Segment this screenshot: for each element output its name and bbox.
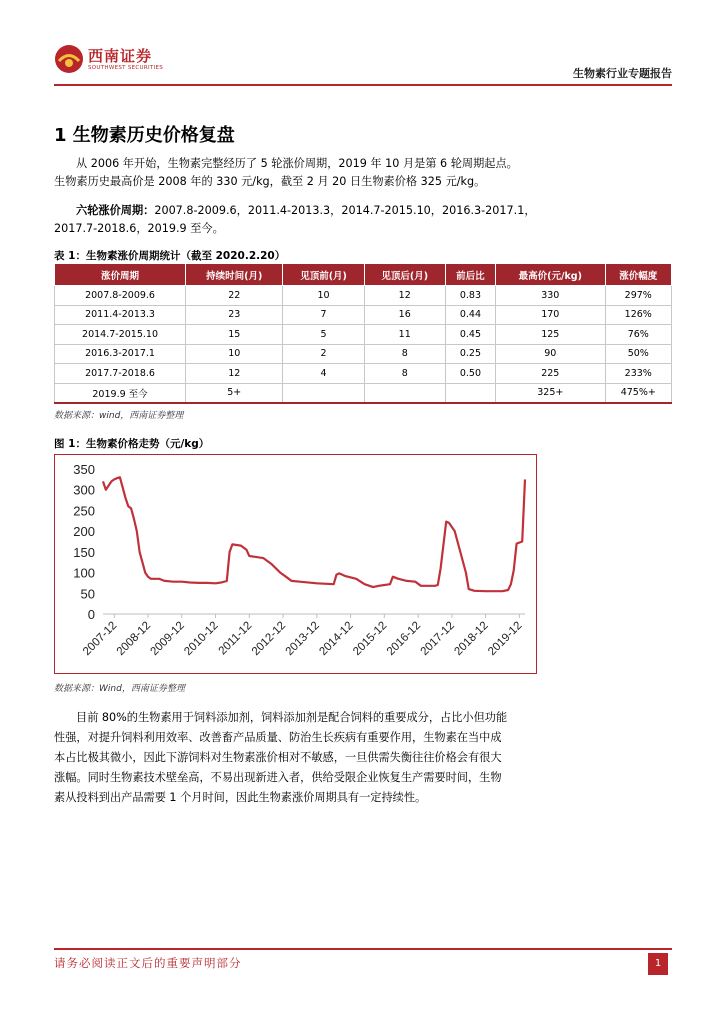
table-cell: 330 xyxy=(496,286,605,306)
table-cell: 325+ xyxy=(496,383,605,403)
table-cell: 90 xyxy=(496,344,605,364)
x-tick-label: 2007-12 xyxy=(81,619,120,658)
table-cell: 8 xyxy=(364,344,445,364)
intro-line-2: 生物素历史最高价是 2008 年的 330 元/kg，截至 2 月 20 日生物素价格 325 元/kg。 xyxy=(54,175,486,188)
table-cell: 125 xyxy=(496,325,605,345)
x-tick-label: 2018-12 xyxy=(452,619,491,658)
x-tick-label: 2015-12 xyxy=(351,619,390,658)
table-cell: 475%+ xyxy=(605,383,671,403)
x-tick-label: 2017-12 xyxy=(418,619,457,658)
conclusion-line-5: 素从投料到出产品需要 1 个月时间，因此生物素涨价周期具有一定持续性。 xyxy=(54,791,427,804)
table-cell: 170 xyxy=(496,305,605,325)
table-cell: 16 xyxy=(364,305,445,325)
section-title: 1 生物素历史价格复盘 xyxy=(54,125,235,146)
table-cell: 2019.9 至今 xyxy=(55,383,186,403)
table-row xyxy=(55,286,672,306)
table-cell: 76% xyxy=(605,325,671,345)
page-header xyxy=(54,44,672,84)
conclusion-paragraph xyxy=(54,708,674,808)
x-tick-label: 2013-12 xyxy=(283,619,322,658)
table-cell: 233% xyxy=(605,364,671,384)
y-tick-label: 200 xyxy=(73,524,95,540)
table-cell xyxy=(445,383,495,403)
y-tick-label: 300 xyxy=(73,482,95,498)
footer-divider xyxy=(54,948,672,950)
price-chart xyxy=(54,454,537,674)
intro-paragraph xyxy=(54,155,674,191)
figure-caption: 图 1：生物素价格走势（元/kg） xyxy=(54,438,210,450)
table-cell: 22 xyxy=(186,286,283,306)
table-cell xyxy=(283,383,364,403)
cycles-paragraph xyxy=(54,202,674,238)
x-tick-label: 2011-12 xyxy=(216,619,255,658)
price-chart-svg xyxy=(55,455,536,673)
conclusion-line-1: 目前 80%的生物素用于饲料添加剂，饲料添加剂是配合饲料的重要成分，占比小但功能 xyxy=(76,711,508,724)
cycles-line-1: 2007.8-2009.6，2011.4-2013.3，2014.7-2015.10，2016.3-2017.1， xyxy=(154,204,536,217)
x-tick-label: 2019-12 xyxy=(486,619,525,658)
table-cell: 11 xyxy=(364,325,445,345)
table-row xyxy=(55,325,672,345)
table-cell: 126% xyxy=(605,305,671,325)
brand-logo-icon xyxy=(54,44,84,74)
table-cell: 0.25 xyxy=(445,344,495,364)
y-tick-label: 100 xyxy=(73,565,95,581)
table-cell: 10 xyxy=(283,286,364,306)
cycles-label: 六轮涨价周期： xyxy=(76,204,155,217)
x-tick-label: 2014-12 xyxy=(317,619,356,658)
table-cell: 5+ xyxy=(186,383,283,403)
table-source: 数据来源：wind，西南证券整理 xyxy=(54,411,184,421)
table-cell: 297% xyxy=(605,286,671,306)
y-tick-label: 350 xyxy=(73,462,95,477)
table-cell: 2007.8-2009.6 xyxy=(55,286,186,306)
table-header-cell: 见顶前(月) xyxy=(283,264,364,286)
cycles-table xyxy=(54,263,672,404)
table-cell: 23 xyxy=(186,305,283,325)
table-cell: 10 xyxy=(186,344,283,364)
x-tick-label: 2012-12 xyxy=(249,619,289,658)
table-header-cell: 持续时间(月) xyxy=(186,264,283,286)
y-tick-label: 0 xyxy=(87,607,95,622)
y-tick-label: 150 xyxy=(73,544,95,560)
conclusion-line-3: 本占比极其微小，因此下游饲料对生物素涨价相对不敏感，一旦供需失衡往往价格会有很大 xyxy=(54,751,502,764)
conclusion-line-4: 涨幅。同时生物素技术壁垒高，不易出现新进入者，供给受限企业恢复生产需要时间，生物 xyxy=(54,771,502,784)
table-cell: 5 xyxy=(283,325,364,345)
table-header-cell: 前后比 xyxy=(445,264,495,286)
table-row xyxy=(55,344,672,364)
brand-name: 西南证券 xyxy=(88,47,153,65)
table-cell: 4 xyxy=(283,364,364,384)
report-title: 生物素行业专题报告 xyxy=(573,67,672,80)
table-cell: 7 xyxy=(283,305,364,325)
x-tick-label: 2008-12 xyxy=(114,619,154,658)
table-cell: 2 xyxy=(283,344,364,364)
intro-line-1: 从 2006 年开始，生物素完整经历了 5 轮涨价周期，2019 年 10 月是第 6 轮周期起点。 xyxy=(76,157,518,170)
table-row xyxy=(55,383,672,403)
table-cell: 0.45 xyxy=(445,325,495,345)
table-header-cell: 最高价(元/kg) xyxy=(496,264,605,286)
table-cell: 50% xyxy=(605,344,671,364)
table-cell: 15 xyxy=(186,325,283,345)
table-cell: 225 xyxy=(496,364,605,384)
table-cell: 2011.4-2013.3 xyxy=(55,305,186,325)
cycles-line-2: 2017.7-2018.6，2019.9 至今。 xyxy=(54,222,224,235)
y-tick-label: 250 xyxy=(73,503,95,519)
y-tick-label: 50 xyxy=(80,586,95,602)
header-divider xyxy=(54,84,672,86)
table-cell: 0.44 xyxy=(445,305,495,325)
brand-name-en: SOUTHWEST SECURITIES xyxy=(88,65,164,71)
table-cell: 2014.7-2015.10 xyxy=(55,325,186,345)
table-cell: 8 xyxy=(364,364,445,384)
table-header-cell: 见顶后(月) xyxy=(364,264,445,286)
x-tick-label: 2010-12 xyxy=(182,619,221,658)
table-cell: 2017.7-2018.6 xyxy=(55,364,186,384)
table-header-row xyxy=(55,264,672,286)
table-row xyxy=(55,305,672,325)
table-cell: 0.50 xyxy=(445,364,495,384)
conclusion-line-2: 性强，对提升饲料利用效率、改善畜产品质量、防治生长疾病有重要作用，生物素在当中成 xyxy=(54,731,502,744)
figure-source: 数据来源：Wind，西南证券整理 xyxy=(54,684,185,694)
table-cell xyxy=(364,383,445,403)
x-tick-label: 2016-12 xyxy=(384,619,424,658)
x-tick-label: 2009-12 xyxy=(148,619,187,658)
table-header-cell: 涨价幅度 xyxy=(605,264,671,286)
table-cell: 0.83 xyxy=(445,286,495,306)
table-header-cell: 涨价周期 xyxy=(55,264,186,286)
table-cell: 12 xyxy=(186,364,283,384)
price-series-line xyxy=(103,477,525,591)
page-number: 1 xyxy=(648,953,668,975)
table-cell: 12 xyxy=(364,286,445,306)
table-row xyxy=(55,364,672,384)
table-caption: 表 1：生物素涨价周期统计（截至 2020.2.20） xyxy=(54,250,286,262)
table-cell: 2016.3-2017.1 xyxy=(55,344,186,364)
footer-disclaimer: 请务必阅读正文后的重要声明部分 xyxy=(54,956,242,970)
